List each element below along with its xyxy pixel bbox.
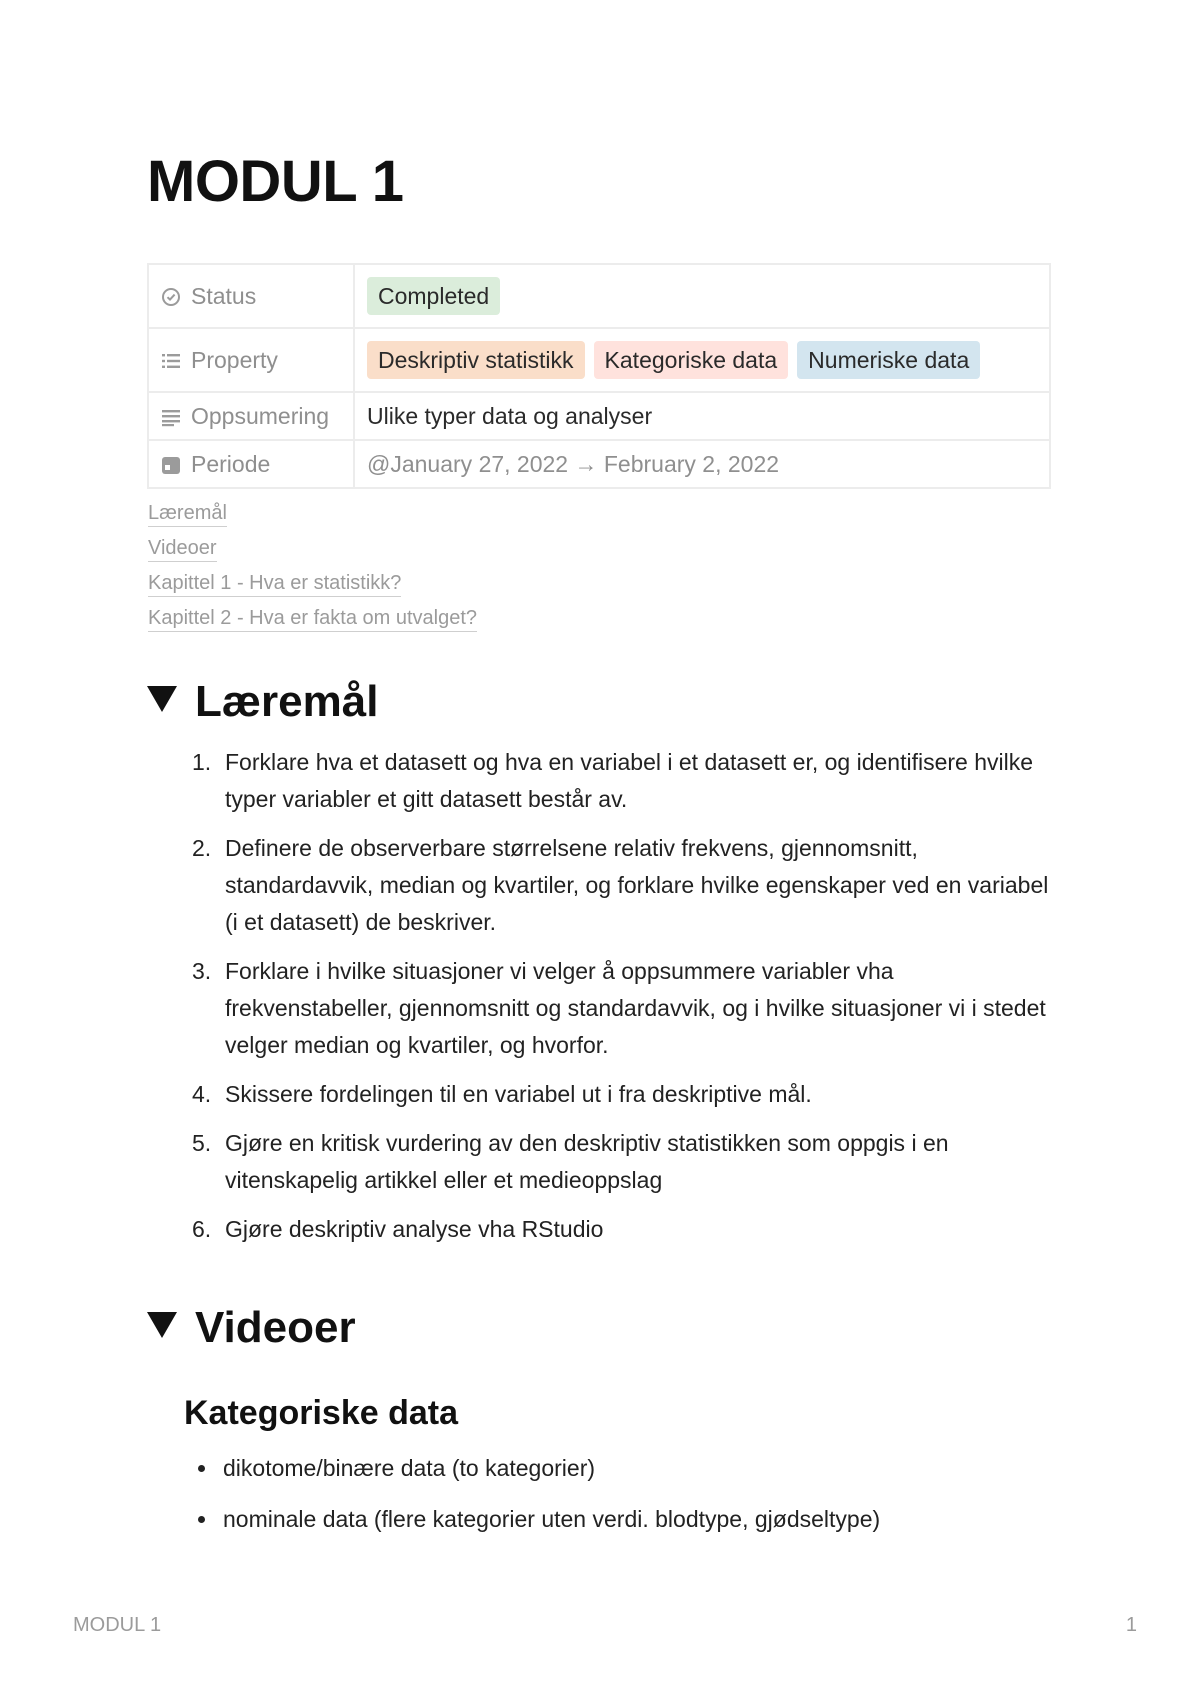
property-row-status xyxy=(148,264,1050,328)
tag-deskriptiv-statistikk[interactable]: Deskriptiv statistikk xyxy=(367,341,585,379)
learning-goals-list xyxy=(192,744,1052,1260)
list-text: Definere de observerbare størrelsene relativ frekvens, gjennomsnitt, standardavvik, median og kvartiler, og forklare hvilke egenskaper ved en variabel (i et datasett) de beskriver. xyxy=(225,835,1049,935)
property-label: Status xyxy=(191,282,257,309)
page-title: MODUL 1 xyxy=(147,149,404,214)
status-badge[interactable]: Completed xyxy=(367,277,500,315)
period-value[interactable]: @January 27, 2022 → February 2, 2022 xyxy=(354,440,1050,488)
toc-link-laeremaal[interactable]: Læremål xyxy=(148,500,227,527)
bullet-icon xyxy=(198,1465,205,1472)
toc-link-kapittel-2[interactable]: Kapittel 2 - Hva er fakta om utvalget? xyxy=(148,605,477,632)
list-number: 1. xyxy=(192,749,212,775)
list-text: Gjøre en kritisk vurdering av den deskriptiv statistikken som oppgis i en vitenskapelig artikkel eller et medieoppslag xyxy=(225,1130,949,1193)
list-text: Skissere fordelingen til en variabel ut i fra deskriptive mål. xyxy=(225,1081,812,1107)
table-of-contents xyxy=(148,500,477,640)
list-number: 4. xyxy=(192,1081,212,1107)
toggle-triangle-icon[interactable] xyxy=(147,1312,177,1338)
property-label: Periode xyxy=(191,450,271,477)
section-heading-laeremaal[interactable] xyxy=(147,677,378,727)
list-item xyxy=(192,744,1052,818)
subheading-kategoriske-data: Kategoriske data xyxy=(184,1394,458,1432)
tag-numeriske-data[interactable]: Numeriske data xyxy=(797,341,980,379)
property-row-property xyxy=(148,328,1050,392)
list-text: Forklare hva et datasett og hva en variabel i et datasett er, og identifisere hvilke typer variabler et gitt datasett består av. xyxy=(225,749,1034,812)
toc-link-videoer[interactable]: Videoer xyxy=(148,535,217,562)
list-item xyxy=(196,1450,1056,1487)
list-text: Forklare i hvilke situasjoner vi velger å oppsummere variabler vha frekvenstabeller, gjennomsnitt og standardavvik, og i hvilke situasjoner vi i stedet velger median og kvartiler, og hvorfor. xyxy=(225,958,1046,1058)
property-key xyxy=(148,392,354,440)
property-row-period xyxy=(148,440,1050,488)
properties-table xyxy=(147,263,1051,489)
list-text: Gjøre deskriptiv analyse vha RStudio xyxy=(225,1216,604,1242)
page-number: 1 xyxy=(1125,1614,1137,1636)
calendar-icon xyxy=(161,455,181,475)
property-value[interactable] xyxy=(354,264,1050,328)
list-number: 5. xyxy=(192,1130,212,1156)
list-text: dikotome/binære data (to kategorier) xyxy=(223,1455,596,1481)
bullet-icon xyxy=(198,1516,205,1523)
toc-link-kapittel-1[interactable]: Kapittel 1 - Hva er statistikk? xyxy=(148,570,401,597)
bullet-list xyxy=(196,1450,1056,1552)
property-label: Oppsumering xyxy=(191,402,330,429)
section-title: Videoer xyxy=(195,1303,356,1352)
list-text: nominale data (flere kategorier uten verdi. blodtype, gjødseltype) xyxy=(223,1506,881,1532)
status-icon xyxy=(161,287,181,307)
section-heading-videoer[interactable] xyxy=(147,1303,356,1353)
list-number: 6. xyxy=(192,1216,212,1242)
list-item xyxy=(192,1211,1052,1248)
text-icon xyxy=(161,407,181,427)
list-icon xyxy=(161,351,181,371)
footer-title: MODUL 1 xyxy=(73,1614,162,1636)
property-key xyxy=(148,328,354,392)
list-item xyxy=(192,1125,1052,1199)
tag-kategoriske-data[interactable]: Kategoriske data xyxy=(594,341,789,379)
section-title: Læremål xyxy=(195,677,379,726)
summary-value[interactable]: Ulike typer data og analyser xyxy=(354,392,1050,440)
list-item xyxy=(192,830,1052,941)
property-label: Property xyxy=(191,346,278,373)
list-number: 3. xyxy=(192,958,212,984)
list-item xyxy=(196,1501,1056,1538)
list-number: 2. xyxy=(192,835,212,861)
toggle-triangle-icon[interactable] xyxy=(147,686,177,712)
property-row-summary xyxy=(148,392,1050,440)
property-key xyxy=(148,264,354,328)
list-item xyxy=(192,1076,1052,1113)
property-key xyxy=(148,440,354,488)
property-value[interactable] xyxy=(354,328,1050,392)
list-item xyxy=(192,953,1052,1064)
